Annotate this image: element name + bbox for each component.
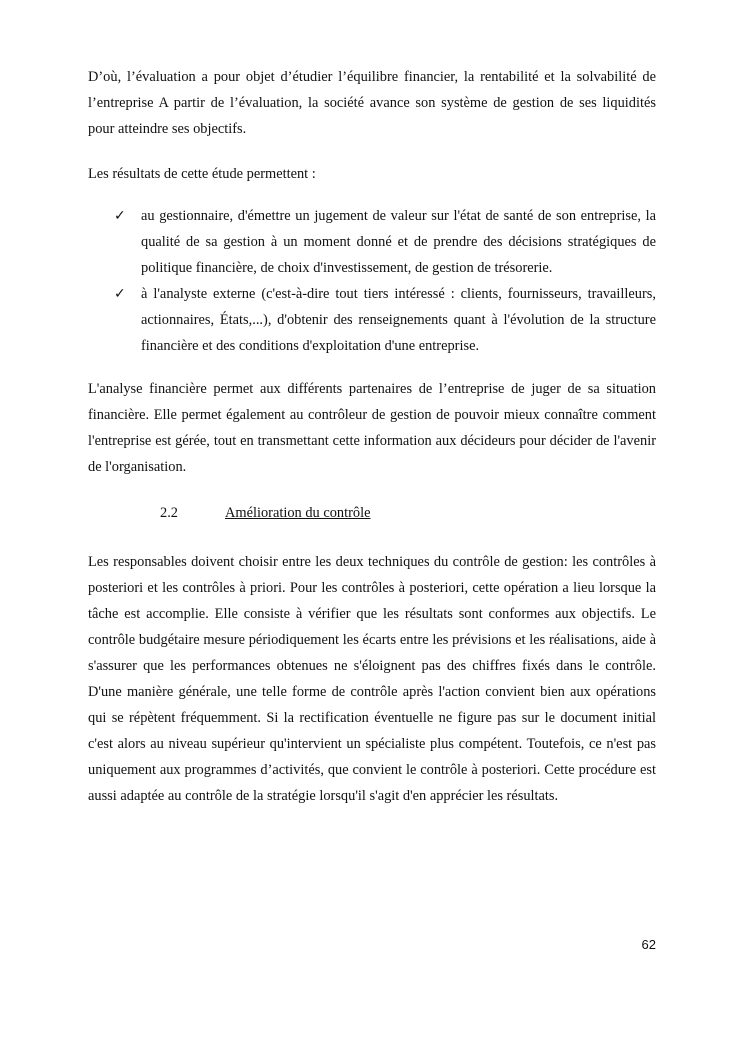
section-title: Amélioration du contrôle xyxy=(225,505,371,521)
checkmark-icon: ✓ xyxy=(114,286,126,302)
page-number: 62 xyxy=(641,937,656,952)
intro-paragraph xyxy=(88,64,656,142)
section-number: 2.2 xyxy=(160,505,178,521)
list-item xyxy=(114,203,656,281)
paragraph-text: Les résultats de cette étude permettent : xyxy=(88,166,316,182)
results-bullet-list xyxy=(114,203,656,359)
results-lead-paragraph xyxy=(88,161,656,187)
checkmark-icon: ✓ xyxy=(114,208,126,224)
list-item-text: à l'analyste externe (c'est-à-dire tout tiers intéressé : clients, fournisseurs, travailleurs, actionnaires, États,...), d'obtenir des renseignements quant à l'évolution de la structure financière et des conditions d'exploitation d'une entreprise. xyxy=(141,286,656,354)
section-heading xyxy=(160,500,370,526)
control-paragraph xyxy=(88,549,656,809)
financial-analysis-paragraph xyxy=(88,376,656,480)
list-item xyxy=(114,281,656,359)
list-item-text: au gestionnaire, d'émettre un jugement de valeur sur l'état de santé de son entreprise, la qualité de sa gestion à un moment donné et de prendre des décisions stratégiques de politique financière, de choix d'investissement, de gestion de trésorerie. xyxy=(141,208,656,276)
paragraph-text: Les responsables doivent choisir entre les deux techniques du contrôle de gestion: les contrôles à posteriori et les contrôles à priori. Pour les contrôles à posteriori, cette opération a lieu lorsque la tâche est accomplie. Elle consiste à vérifier que les résultats sont conformes aux objectifs. Le contrôle budgétaire mesure périodiquement les écarts entre les prévisions et les réalisations, aide à s'assurer que les performances obtenues ne s'éloignent pas des chiffres fixés dans le contrôle. D'une manière générale, une telle forme de contrôle après l'action convient bien aux opérations qui se répètent fréquemment. Si la rectification éventuelle ne figure pas sur le document initial c'est alors au niveau supérieur qu'intervient un spécialiste plus compétent. Toutefois, ce n'est pas uniquement aux programmes d’activités, que convient le contrôle à posteriori. Cette procédure est aussi adaptée au contrôle de la stratégie lorsqu'il s'agit d'en apprécier les résultats. xyxy=(88,554,656,804)
paragraph-text: L'analyse financière permet aux différents partenaires de l’entreprise de juger de sa situation financière. Elle permet également au contrôleur de gestion de pouvoir mieux connaître comment l'entreprise est gérée, tout en transmettant cette information aux décideurs pour décider de l'avenir de l'organisation. xyxy=(88,381,656,475)
paragraph-text: D’où, l’évaluation a pour objet d’étudier l’équilibre financier, la rentabilité et la solvabilité de l’entreprise A partir de l’évaluation, la société avance son système de gestion de ses liquidités pour atteindre ses objectifs. xyxy=(88,69,656,137)
